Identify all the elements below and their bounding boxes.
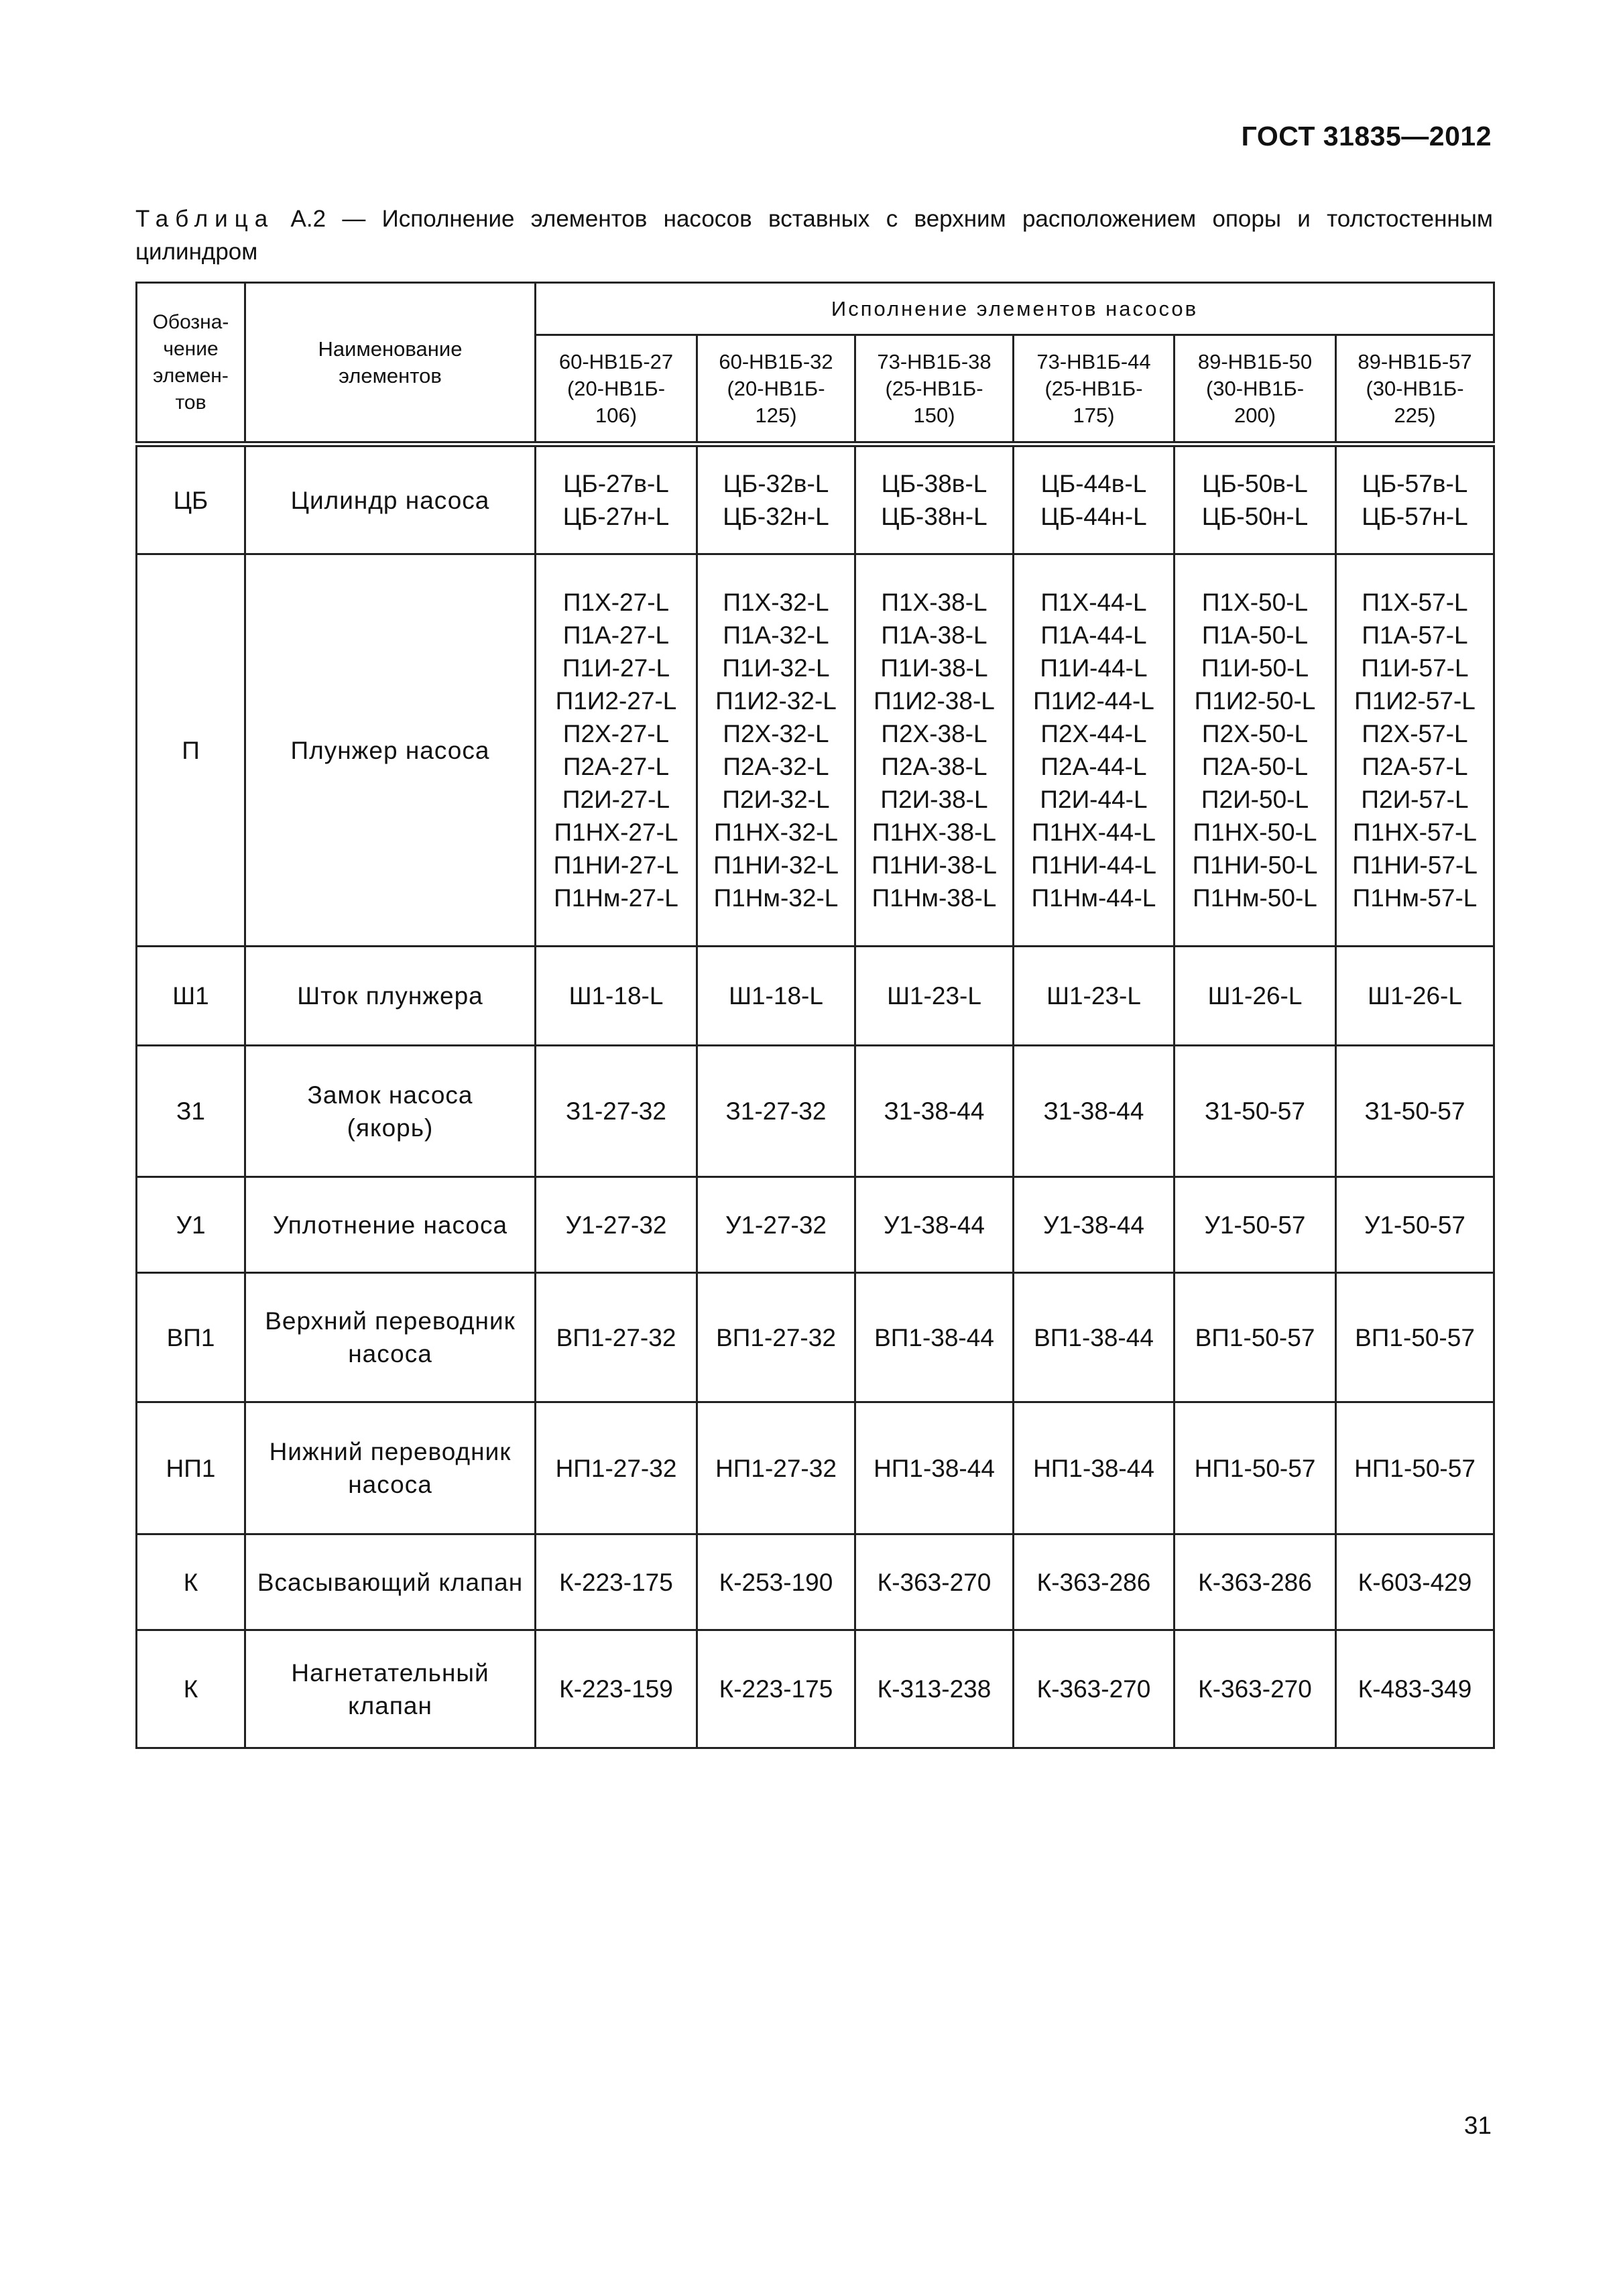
element-code: П	[137, 554, 245, 947]
element-code: З1	[137, 1046, 245, 1177]
element-designation: Ш1-23-L	[855, 947, 1014, 1046]
element-designation: З1-38-44	[855, 1046, 1014, 1177]
table-caption-lead: Таблица	[135, 206, 275, 232]
element-name: Верхний переводник насоса	[245, 1273, 536, 1402]
element-name: Цилиндр насоса	[245, 444, 536, 554]
element-designation: Ш1-23-L	[1014, 947, 1175, 1046]
element-designation: П1Х-32-L П1А-32-L П1И-32-L П1И2-32-L П2Х-32-L П2А-32-L П2И-32-L П1НХ-32-L П1НИ-32-L П1Нм-32-L	[697, 554, 855, 947]
element-designation: У1-27-32	[536, 1177, 697, 1273]
element-name: Плунжер насоса	[245, 554, 536, 947]
element-designation: ВП1-27-32	[536, 1273, 697, 1402]
element-designation: Ш1-26-L	[1336, 947, 1494, 1046]
element-code: К	[137, 1534, 245, 1630]
element-code: НП1	[137, 1402, 245, 1534]
element-designation: ЦБ-44в-L ЦБ-44н-L	[1014, 444, 1175, 554]
element-designation: К-363-270	[855, 1534, 1014, 1630]
table-row	[137, 554, 1494, 947]
element-designation: НП1-38-44	[1014, 1402, 1175, 1534]
header-pump-type: 60-НВ1Б-27 (20-НВ1Б- 106)	[536, 335, 697, 444]
element-designation: У1-50-57	[1175, 1177, 1336, 1273]
element-designation: НП1-27-32	[697, 1402, 855, 1534]
table-row	[137, 1046, 1494, 1177]
element-designation: ЦБ-32в-L ЦБ-32н-L	[697, 444, 855, 554]
element-designation: ВП1-50-57	[1336, 1273, 1494, 1402]
page-number: 31	[1463, 2112, 1492, 2139]
element-designation: ВП1-38-44	[1014, 1273, 1175, 1402]
element-code: У1	[137, 1177, 245, 1273]
element-designation: У1-38-44	[855, 1177, 1014, 1273]
element-designation: У1-50-57	[1336, 1177, 1494, 1273]
element-designation: К-253-190	[697, 1534, 855, 1630]
element-designation: НП1-50-57	[1175, 1402, 1336, 1534]
element-designation: П1Х-44-L П1А-44-L П1И-44-L П1И2-44-L П2Х-44-L П2А-44-L П2И-44-L П1НХ-44-L П1НИ-44-L П1Нм-44-L	[1014, 554, 1175, 947]
element-designation: К-363-286	[1175, 1534, 1336, 1630]
pump-elements-table	[135, 282, 1495, 1749]
element-designation: ЦБ-57в-L ЦБ-57н-L	[1336, 444, 1494, 554]
table-row	[137, 1630, 1494, 1748]
table-row	[137, 444, 1494, 554]
header-execution-group: Исполнение элементов насосов	[536, 283, 1494, 335]
header-pump-type: 73-НВ1Б-38 (25-НВ1Б- 150)	[855, 335, 1014, 444]
element-designation: ВП1-27-32	[697, 1273, 855, 1402]
element-designation: З1-27-32	[536, 1046, 697, 1177]
header-pump-type: 89-НВ1Б-57 (30-НВ1Б- 225)	[1336, 335, 1494, 444]
element-designation: К-363-286	[1014, 1534, 1175, 1630]
table-row	[137, 1177, 1494, 1273]
table-row	[137, 947, 1494, 1046]
element-designation: К-483-349	[1336, 1630, 1494, 1748]
element-designation: З1-50-57	[1175, 1046, 1336, 1177]
element-designation: К-223-175	[697, 1630, 855, 1748]
standard-number: ГОСТ 31835—2012	[1241, 121, 1492, 152]
element-designation: К-603-429	[1336, 1534, 1494, 1630]
table-caption	[135, 202, 1493, 268]
element-name: Шток плунжера	[245, 947, 536, 1046]
element-code: ВП1	[137, 1273, 245, 1402]
element-designation: ВП1-50-57	[1175, 1273, 1336, 1402]
element-designation: НП1-27-32	[536, 1402, 697, 1534]
header-pump-type: 60-НВ1Б-32 (20-НВ1Б- 125)	[697, 335, 855, 444]
element-designation: НП1-50-57	[1336, 1402, 1494, 1534]
element-designation: П1Х-38-L П1А-38-L П1И-38-L П1И2-38-L П2Х-38-L П2А-38-L П2И-38-L П1НХ-38-L П1НИ-38-L П1Нм-38-L	[855, 554, 1014, 947]
element-designation: НП1-38-44	[855, 1402, 1014, 1534]
element-name: Всасывающий клапан	[245, 1534, 536, 1630]
table-row	[137, 1402, 1494, 1534]
header-designation-text: Обозна- чение элемен- тов	[152, 310, 229, 414]
element-designation: Ш1-18-L	[697, 947, 855, 1046]
element-designation: З1-50-57	[1336, 1046, 1494, 1177]
header-pump-type: 89-НВ1Б-50 (30-НВ1Б- 200)	[1175, 335, 1336, 444]
element-name: Нагнетательный клапан	[245, 1630, 536, 1748]
element-code: Ш1	[137, 947, 245, 1046]
element-designation: К-363-270	[1175, 1630, 1336, 1748]
element-designation: К-313-238	[855, 1630, 1014, 1748]
table-header	[137, 283, 1494, 444]
element-name: Нижний переводник насоса	[245, 1402, 536, 1534]
element-designation: К-223-159	[536, 1630, 697, 1748]
element-designation: П1Х-57-L П1А-57-L П1И-57-L П1И2-57-L П2Х-57-L П2А-57-L П2И-57-L П1НХ-57-L П1НИ-57-L П1Нм-57-L	[1336, 554, 1494, 947]
header-pump-type: 73-НВ1Б-44 (25-НВ1Б- 175)	[1014, 335, 1175, 444]
element-designation: З1-38-44	[1014, 1046, 1175, 1177]
element-designation: ВП1-38-44	[855, 1273, 1014, 1402]
element-designation: ЦБ-50в-L ЦБ-50н-L	[1175, 444, 1336, 554]
table-row	[137, 1534, 1494, 1630]
element-designation: Ш1-18-L	[536, 947, 697, 1046]
header-element-name-text: Наименование элементов	[318, 337, 463, 387]
element-name: Замок насоса (якорь)	[245, 1046, 536, 1177]
header-designation	[137, 283, 245, 444]
table-body	[137, 444, 1494, 1748]
table-caption-text: А.2 — Исполнение элементов насосов вставных с верхним расположением опоры и толстостенным цилиндром	[135, 206, 1493, 265]
element-designation: З1-27-32	[697, 1046, 855, 1177]
element-designation: У1-38-44	[1014, 1177, 1175, 1273]
element-designation: К-223-175	[536, 1534, 697, 1630]
header-element-name	[245, 283, 536, 444]
table-row	[137, 1273, 1494, 1402]
element-name: Уплотнение насоса	[245, 1177, 536, 1273]
element-code: ЦБ	[137, 444, 245, 554]
element-designation: ЦБ-27в-L ЦБ-27н-L	[536, 444, 697, 554]
element-designation: П1Х-27-L П1А-27-L П1И-27-L П1И2-27-L П2Х-27-L П2А-27-L П2И-27-L П1НХ-27-L П1НИ-27-L П1Нм-27-L	[536, 554, 697, 947]
element-designation: ЦБ-38в-L ЦБ-38н-L	[855, 444, 1014, 554]
element-designation: У1-27-32	[697, 1177, 855, 1273]
element-code: К	[137, 1630, 245, 1748]
element-designation: К-363-270	[1014, 1630, 1175, 1748]
element-designation: Ш1-26-L	[1175, 947, 1336, 1046]
element-designation: П1Х-50-L П1А-50-L П1И-50-L П1И2-50-L П2Х-50-L П2А-50-L П2И-50-L П1НХ-50-L П1НИ-50-L П1Нм-50-L	[1175, 554, 1336, 947]
